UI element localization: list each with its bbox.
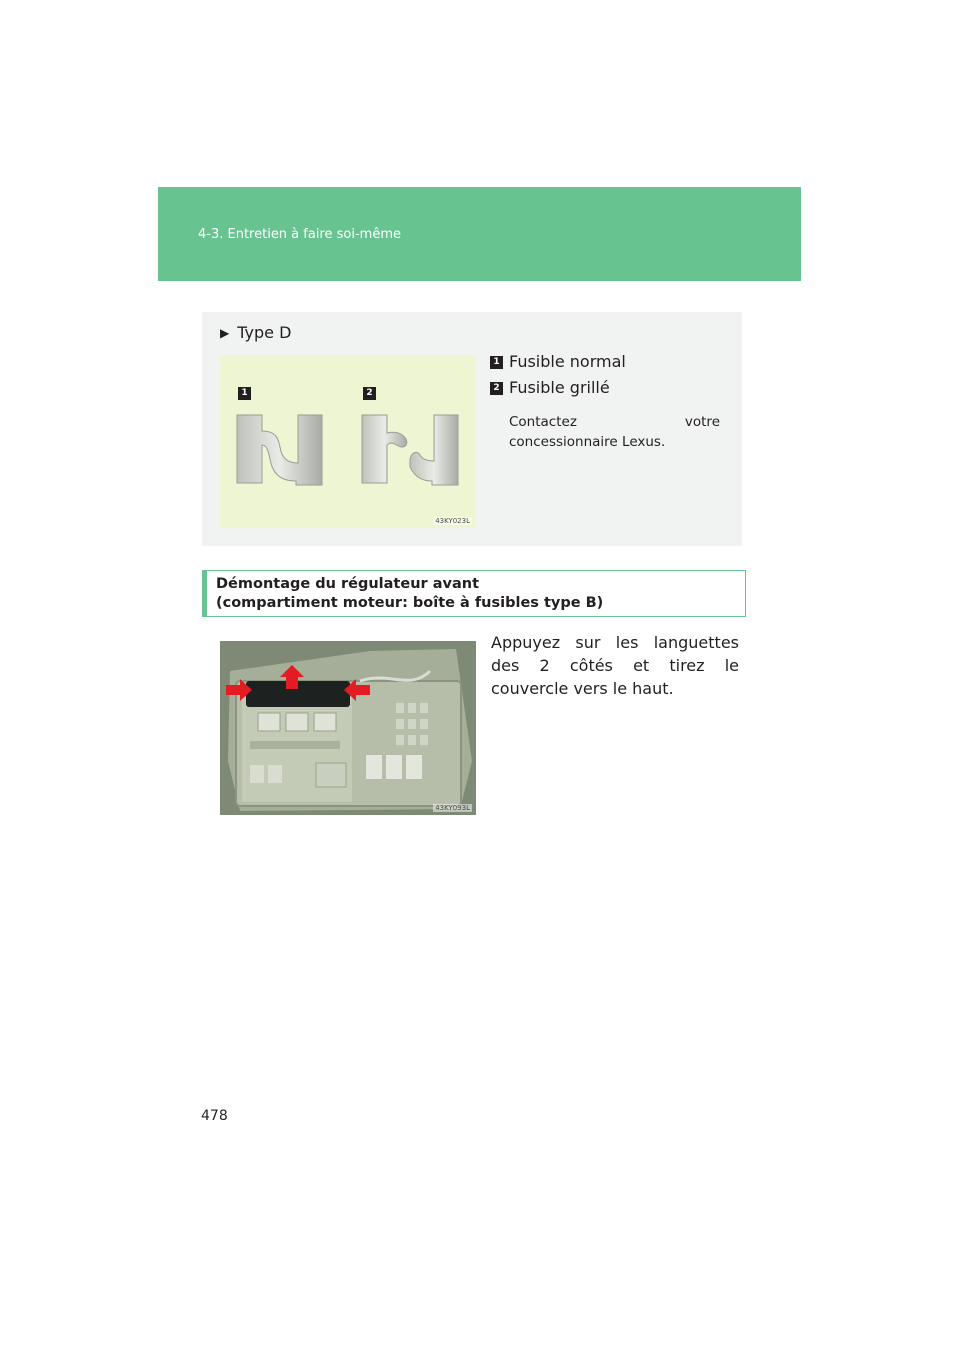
type-label-text: Type D [237, 323, 292, 342]
subheading-box [202, 570, 746, 617]
legend-badge-1: 1 [490, 356, 503, 369]
legend-item-blown [490, 378, 720, 404]
subheading-line-2: (compartiment moteur: boîte à fusibles type B) [216, 595, 604, 611]
fuse-drawings [220, 355, 476, 528]
fuse-number-badge-2: 2 [363, 387, 376, 400]
legend-item-normal [490, 352, 720, 378]
fuse-legend [490, 352, 720, 452]
instruction-text: Appuyez sur les languettes des 2 côtés et tirez le couvercle vers le haut. [491, 633, 739, 698]
dealer-note: Contactez votre concessionnaire Lexus. [509, 414, 720, 450]
fuse-box-drawing [220, 641, 476, 815]
relay-box-photo [220, 641, 476, 815]
chapter-header-band [158, 187, 801, 281]
blown-fuse-icon [362, 415, 458, 485]
triangle-bullet-icon: ▶ [220, 326, 230, 340]
subheading-line-1: Démontage du régulateur avant [216, 576, 479, 592]
legend-text-normal: Fusible normal [509, 352, 626, 371]
normal-fuse-icon [237, 415, 322, 485]
type-label [220, 323, 291, 342]
fuse-number-badge-1: 1 [238, 387, 251, 400]
fuse-illustration [220, 355, 476, 528]
image-code: 43KY023L [435, 517, 470, 525]
legend-badge-2: 2 [490, 382, 503, 395]
section-title: 4-3. Entretien à faire soi-même [198, 227, 401, 242]
page-number: 478 [201, 1108, 228, 1124]
fuse-type-panel [202, 312, 742, 546]
legend-text-blown: Fusible grillé [509, 378, 610, 397]
photo-image-code: 43KY093L [435, 804, 470, 812]
